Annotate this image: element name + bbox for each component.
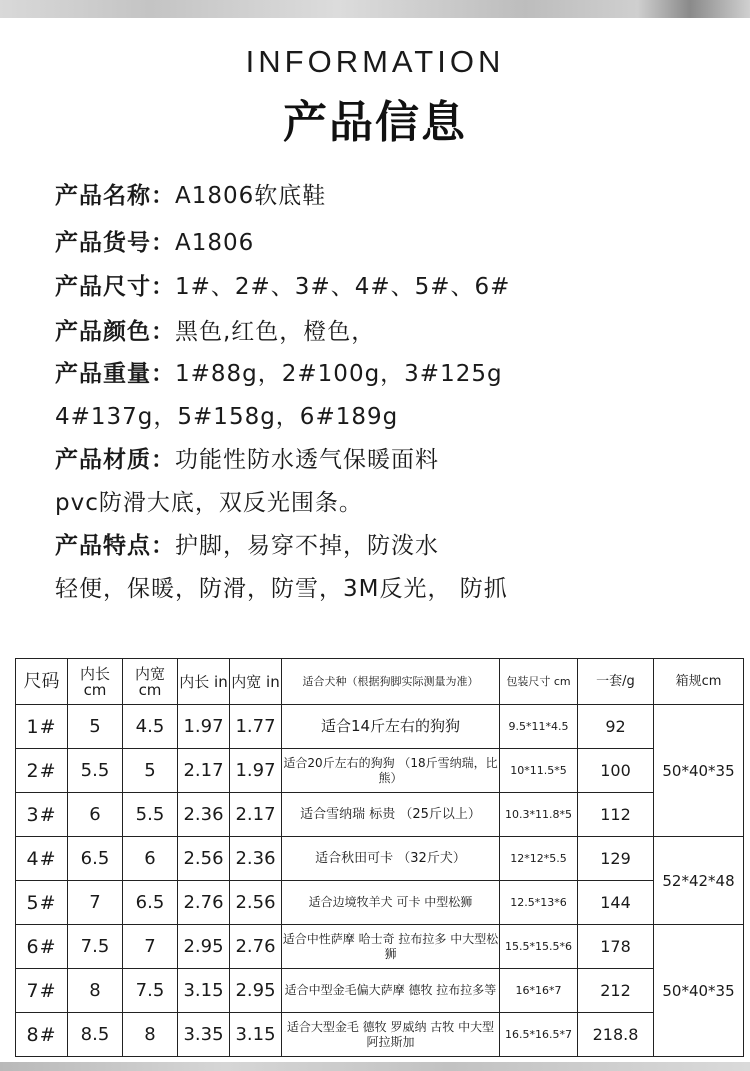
size-cell: 8#	[16, 1013, 68, 1057]
size-table	[15, 658, 744, 1057]
cell: 7	[68, 881, 123, 925]
cell: 6	[68, 793, 123, 837]
cell: 3.15	[230, 1013, 282, 1057]
cell: 5.5	[123, 793, 178, 837]
spec-line-weight	[55, 355, 503, 388]
cell: 7.5	[68, 925, 123, 969]
pack-cell: 12*12*5.5	[500, 837, 578, 881]
table-row	[16, 1013, 744, 1057]
breed-cell: 适合14斤左右的狗狗	[282, 705, 500, 749]
information-heading: INFORMATION	[245, 44, 505, 79]
breed-cell: 适合大型金毛 德牧 罗威纳 古牧 中大型阿拉斯加	[282, 1013, 500, 1057]
box-spec-cell: 50*40*35	[654, 705, 744, 837]
spec-key: 产品颜色：	[55, 319, 175, 345]
spec-value: A1806软底鞋	[175, 183, 327, 209]
header-cell: 包装尺寸 cm	[500, 659, 578, 705]
spec-line-code	[55, 224, 254, 257]
cell: 2.56	[178, 837, 230, 881]
spec-value: 轻便，保暖，防滑，防雪，3M反光， 防抓	[55, 576, 508, 602]
spec-line-size	[55, 268, 510, 301]
cell: 6.5	[68, 837, 123, 881]
header-cell: 适合犬种（根据狗脚实际测量为准）	[282, 659, 500, 705]
spec-line-features-cont	[55, 570, 508, 603]
spec-line-name	[55, 177, 326, 210]
spec-key: 产品尺寸：	[55, 274, 175, 300]
table-header-row	[16, 659, 744, 705]
table-row	[16, 837, 744, 881]
table-row	[16, 749, 744, 793]
spec-key: 产品重量：	[55, 361, 175, 387]
cell: 4.5	[123, 705, 178, 749]
size-cell: 2#	[16, 749, 68, 793]
pack-cell: 10*11.5*5	[500, 749, 578, 793]
top-photo-strip	[0, 0, 750, 18]
cell: 8	[123, 1013, 178, 1057]
cell: 2.36	[230, 837, 282, 881]
cell: 2.95	[230, 969, 282, 1013]
header-cell: 内长 cm	[68, 659, 123, 705]
cell: 2.76	[178, 881, 230, 925]
cell: 1.97	[230, 749, 282, 793]
header-cell: 内长 in	[178, 659, 230, 705]
size-cell: 1#	[16, 705, 68, 749]
bottom-photo-strip	[0, 1062, 750, 1071]
breed-cell: 适合中型金毛偏大萨摩 德牧 拉布拉多等	[282, 969, 500, 1013]
table-row	[16, 705, 744, 749]
breed-cell: 适合边境牧羊犬 可卡 中型松狮	[282, 881, 500, 925]
header-cell: 尺码	[16, 659, 68, 705]
spec-value: 4#137g，5#158g，6#189g	[55, 404, 399, 430]
breed-cell: 适合中性萨摩 哈士奇 拉布拉多 中大型松狮	[282, 925, 500, 969]
box-spec-cell: 52*42*48	[654, 837, 744, 925]
spec-line-features	[55, 527, 439, 560]
spec-key: 产品特点：	[55, 533, 175, 559]
cell: 1.97	[178, 705, 230, 749]
weight-cell: 92	[578, 705, 654, 749]
size-cell: 7#	[16, 969, 68, 1013]
header-cell: 一套/g	[578, 659, 654, 705]
header-cell: 箱规cm	[654, 659, 744, 705]
cell: 2.56	[230, 881, 282, 925]
weight-cell: 178	[578, 925, 654, 969]
table-row	[16, 793, 744, 837]
weight-cell: 129	[578, 837, 654, 881]
breed-cell: 适合20斤左右的狗狗 （18斤雪纳瑞，比熊）	[282, 749, 500, 793]
pack-cell: 12.5*13*6	[500, 881, 578, 925]
cell: 7	[123, 925, 178, 969]
pack-cell: 9.5*11*4.5	[500, 705, 578, 749]
pack-cell: 16.5*16.5*7	[500, 1013, 578, 1057]
cell: 3.15	[178, 969, 230, 1013]
cell: 5	[68, 705, 123, 749]
weight-cell: 218.8	[578, 1013, 654, 1057]
cell: 6	[123, 837, 178, 881]
spec-key: 产品名称：	[55, 183, 175, 209]
weight-cell: 100	[578, 749, 654, 793]
cell: 2.36	[178, 793, 230, 837]
spec-key: 产品材质：	[55, 447, 175, 473]
spec-value: 护脚，易穿不掉，防泼水	[175, 533, 439, 559]
cell: 6.5	[123, 881, 178, 925]
pack-cell: 10.3*11.8*5	[500, 793, 578, 837]
spec-value: 1#88g，2#100g，3#125g	[175, 361, 503, 387]
spec-value: 黑色,红色，橙色，	[175, 319, 376, 345]
weight-cell: 212	[578, 969, 654, 1013]
header-cell: 内宽 cm	[123, 659, 178, 705]
header-cell: 内宽 in	[230, 659, 282, 705]
cell: 7.5	[123, 969, 178, 1013]
spec-line-color	[55, 313, 375, 346]
cell: 8	[68, 969, 123, 1013]
pack-cell: 16*16*7	[500, 969, 578, 1013]
cell: 3.35	[178, 1013, 230, 1057]
pack-cell: 15.5*15.5*6	[500, 925, 578, 969]
cell: 2.76	[230, 925, 282, 969]
product-info-heading: 产品信息	[283, 97, 467, 148]
table-row	[16, 925, 744, 969]
spec-value: 1#、2#、3#、4#、5#、6#	[175, 274, 511, 300]
size-cell: 6#	[16, 925, 68, 969]
breed-cell: 适合雪纳瑞 标贵 （25斤以上）	[282, 793, 500, 837]
spec-key: 产品货号：	[55, 230, 175, 256]
table-row	[16, 881, 744, 925]
spec-value: 功能性防水透气保暖面料	[175, 447, 439, 473]
weight-cell: 112	[578, 793, 654, 837]
spec-line-material-cont	[55, 484, 363, 517]
cell: 1.77	[230, 705, 282, 749]
weight-cell: 144	[578, 881, 654, 925]
cell: 2.17	[230, 793, 282, 837]
size-cell: 4#	[16, 837, 68, 881]
box-spec-cell: 50*40*35	[654, 925, 744, 1057]
spec-line-material	[55, 441, 439, 474]
spec-value: A1806	[175, 230, 255, 256]
spec-value: pvc防滑大底，双反光围条。	[55, 490, 363, 516]
cell: 2.95	[178, 925, 230, 969]
cell: 5	[123, 749, 178, 793]
cell: 5.5	[68, 749, 123, 793]
cell: 8.5	[68, 1013, 123, 1057]
table-row	[16, 969, 744, 1013]
size-cell: 3#	[16, 793, 68, 837]
cell: 2.17	[178, 749, 230, 793]
spec-line-weight-cont	[55, 398, 398, 431]
breed-cell: 适合秋田可卡 （32斤犬）	[282, 837, 500, 881]
size-cell: 5#	[16, 881, 68, 925]
